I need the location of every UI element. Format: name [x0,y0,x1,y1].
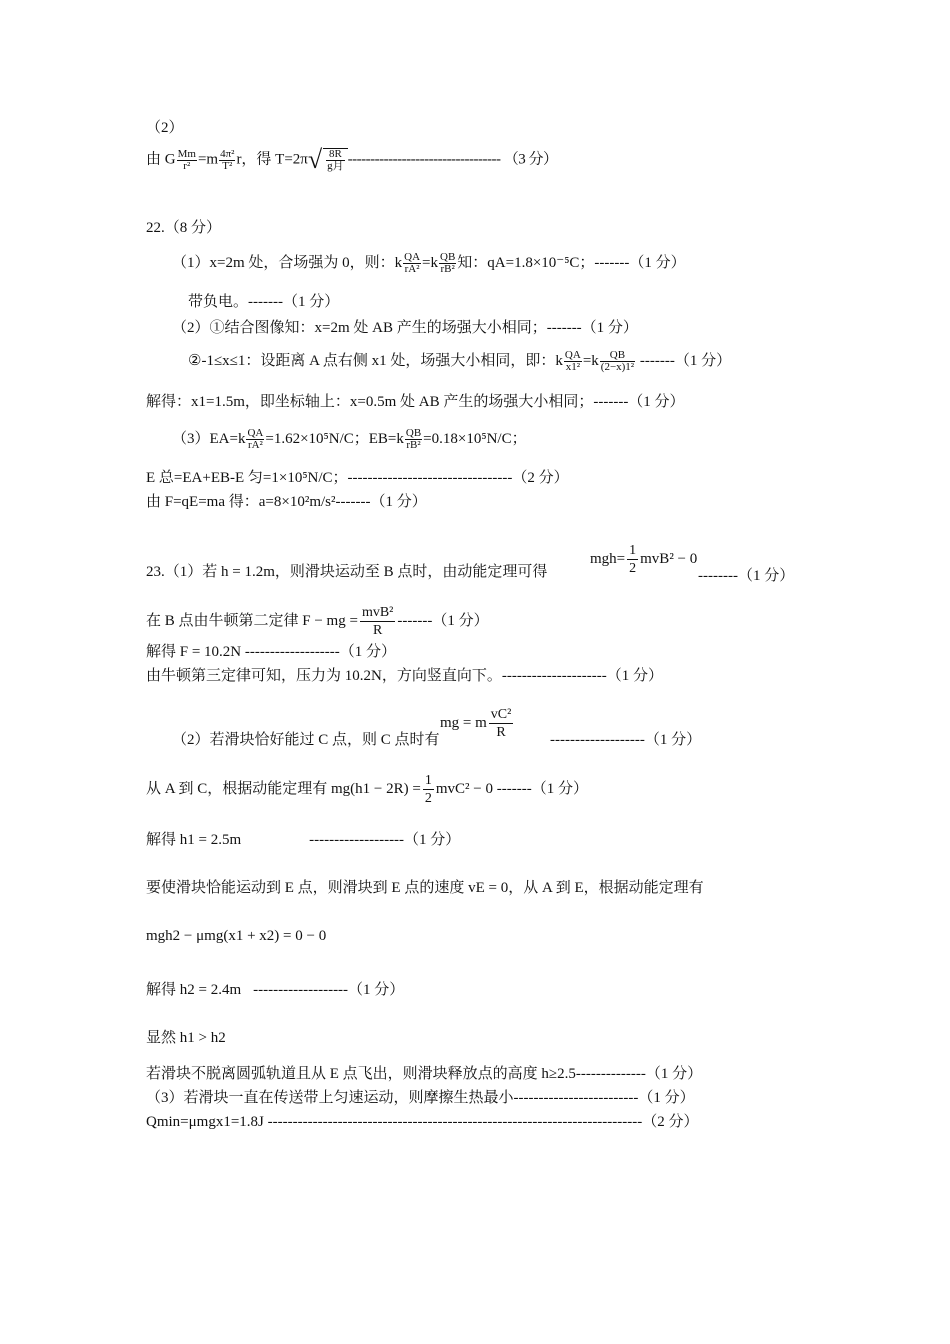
q21-part-label: （2） [146,120,184,136]
q23-line-14: Qmin=μmgx1=1.8J ---------------------------------------------------------------------------（2 分） [146,1114,699,1130]
q23-line-7: 解得 h1 = 2.5m -------------------（1 分） [146,832,461,848]
q23-line-1: 23.（1）若 h = 1.2m，则滑块运动至 B 点时，由动能定理可得 [146,564,548,580]
q22-line-5: 解得：x1=1.5m，即坐标轴上：x=0.5m 处 AB 产生的场强大小相同；-------（1 分） [146,394,685,410]
q23-line-5-score: -------------------（1 分） [550,732,702,748]
q23-line-8: 要使滑块恰能运动到 E 点，则滑块到 E 点的速度 vE = 0，从 A 到 E，根据动能定理有 [146,880,704,896]
q23-line-3: 解得 F = 10.2N -------------------（1 分） [146,644,397,660]
q23-line-2: 在 B 点由牛顿第二定律 F − mg = mvB² R -------（1 分） [146,605,489,638]
q22-line-3: （2）①结合图像知：x=2m 处 AB 产生的场强大小相同；-------（1 分） [172,320,638,336]
q21-formula-line: 由 G $\frac{Mm}{\text{r²}}$ =m $\frac{\text{4π²}}{\text{T²}}$ r，得 T=2π√ $\frac{8R}{\text{g月}}$ ---------------------------------- （3 分） [146,145,558,174]
q23-line-4: 由牛顿第三定律可知，压力为 10.2N，方向竖直向下。---------------------（1 分） [146,668,663,684]
q23-line-5: （2）若滑块恰好能过 C 点，则 C 点时有 [172,732,440,748]
q23-line-12: 若滑块不脱离圆弧轨道且从 E 点飞出，则滑块释放点的高度 h≥2.5--------------（1 分） [146,1066,703,1082]
q23-line-10: 解得 h2 = 2.4m -------------------（1 分） [146,982,405,998]
q23-line-11: 显然 h1 > h2 [146,1030,226,1046]
q23-energy-eq-1: mgh= $\frac{1}{2}$ mvB² − 0 [590,543,698,576]
q22-line-2: 带负电。-------（1 分） [188,294,340,310]
q22-line-7: E 总=EA+EB-E 匀=1×10⁵N/C；---------------------------------（2 分） [146,470,569,486]
q23-line-6: 从 A 到 C，根据动能定理有 mg(h1 − 2R) = $\frac{1}{2}$ mvC² − 0 -------（1 分） [146,773,588,806]
q22-line-4: ②-1≤x≤1：设距离 A 点右侧 x1 处，场强大小相同，即：k $\frac{QA}{\text{x1²}}$ =k $\frac{QB}{\text{(2−x)1²}}$ -------（1 分） [188,349,732,373]
q22-line-6: （3）EA=k $\frac{QA}{\text{rA²}}$ =1.62×10⁵N/C；EB=k $\frac{QB}{\text{rB²}}$ =0.18×10⁵N/C； [172,427,527,451]
q23-line-1-score: --------（1 分） [698,568,795,584]
q22-title: 22.（8 分） [146,220,222,236]
q23-line-9: mgh2 − μmg(x1 + x2) = 0 − 0 [146,928,327,944]
q22-line-8: 由 F=qE=ma 得：a=8×10²m/s²-------（1 分） [146,494,427,510]
q22-line-1: （1）x=2m 处，合场强为 0，则：k $\frac{QA}{\text{rA²}}$ =k $\frac{QB}{\text{rB²}}$ 知：qA=1.8×10⁻⁵C；-------（1 分） [172,251,686,275]
q23-line-13: （3）若滑块一直在传送带上匀速运动，则摩擦生热最小-------------------------（1 分） [146,1090,695,1106]
q23-circular-eq: mg = m $\frac{\text{vC²}}{R}$ [440,707,512,740]
